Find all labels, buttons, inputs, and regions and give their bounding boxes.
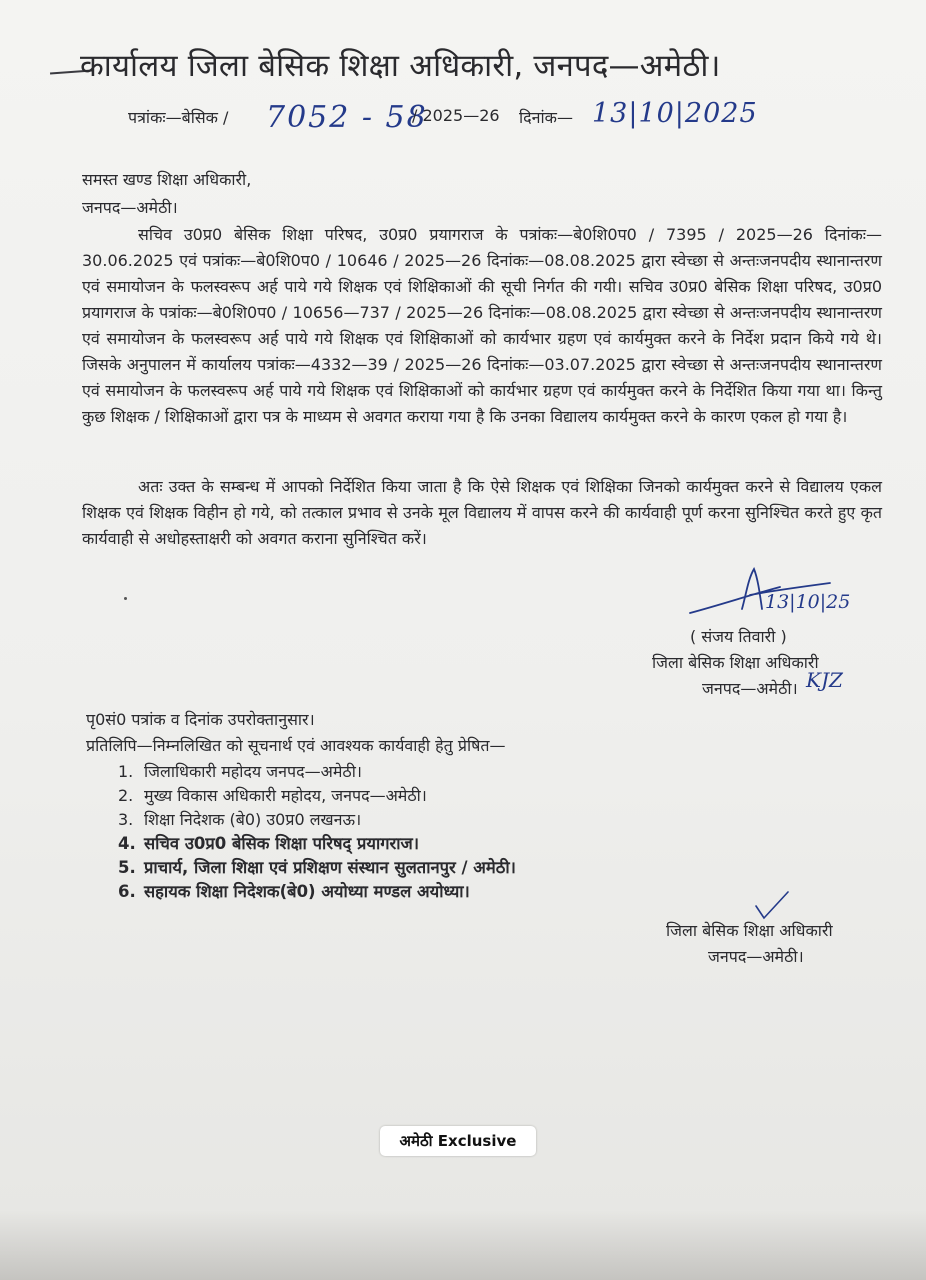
- list-item: 3. शिक्षा निदेशक (बे0) उ0प्र0 लखनऊ।: [118, 810, 362, 829]
- tick-mark-icon: [752, 888, 792, 922]
- body-paragraph-1: सचिव उ0प्र0 बेसिक शिक्षा परिषद, उ0प्र0 प्रयागराज के पत्रांकः—बे0शि0प0 / 7395 / 2025—26 दिनांकः—30.06.2025 एवं पत्रांकः—बे0शि0प0 / 10646 / 2025—26 दिनांकः—08.08.2025 द्वारा स्वेच्छा से अन्तःजनपदीय स्थानान्तरण एवं समायोजन के फलस्वरूप अर्ह पाये गये शिक्षक एवं शिक्षिकाओं की सूची निर्गत की गयी। सचिव उ0प्र0 बेसिक शिक्षा परिषद, उ0प्र0 प्रयागराज के पत्रांकः—बे0शि0प0 / 10656—737 / 2025—26 दिनांकः—08.08.2025 द्वारा स्वेच्छा से अन्तःजनपदीय स्थानान्तरण एवं समायोजन के फलस्वरूप अर्ह पाये गये शिक्षक एवं शिक्षिकाओं को कार्यभार ग्रहण एवं कार्यमुक्त करने के निर्देश प्रदान किये गये थे। जिसके अनुपालन में कार्यालय पत्रांकः—4332—39 / 2025—26 दिनांकः—03.07.2025 द्वारा स्वेच्छा से अन्तःजनपदीय स्थानान्तरण एवं समायोजन के फलस्वरूप अर्ह पाये गये शिक्षक एवं शिक्षिकाओं को कार्यभार ग्रहण एवं कार्यमुक्त करने के निर्देशित किया गया था। किन्तु कुछ शिक्षक / शिक्षिकाओं द्वारा पत्र के माध्यम से अवगत कराया गया है कि उनका विद्यालय कार्यमुक्त करने के कारण एकल हो गया है।: [82, 225, 882, 426]
- copy-recipient-list: [118, 760, 516, 904]
- ref-year: / 2025—26: [412, 106, 500, 125]
- signatory-district: जनपद—अमेठी।: [702, 679, 798, 698]
- date-handwritten: 13|10|2025: [592, 98, 758, 129]
- memo-reference: पृ0सं0 पत्रांक व दिनांक उपरोक्तानुसार।: [86, 710, 315, 729]
- signature-block: [600, 565, 900, 698]
- footer-designation: जिला बेसिक शिक्षा अधिकारी: [666, 921, 833, 940]
- signatory-name: ( संजय तिवारी ): [690, 627, 787, 646]
- ref-number-handwritten: 7052 - 58: [266, 100, 428, 135]
- list-item: 5. प्राचार्य, जिला शिक्षा एवं प्रशिक्षण संस्थान सुलतानपुर / अमेठी।: [118, 858, 516, 877]
- footer-district: जनपद—अमेठी।: [708, 947, 804, 966]
- ref-prefix: पत्रांकः—बेसिक /: [128, 108, 229, 127]
- copy-intro: प्रतिलिपि—निम्नलिखित को सूचनार्थ एवं आवश्यक कार्यवाही हेतु प्रेषित—: [86, 736, 506, 755]
- ink-speck: [124, 597, 127, 600]
- page-shadow: [0, 1210, 926, 1280]
- body-paragraph-2: अतः उक्त के सम्बन्ध में आपको निर्देशित किया जाता है कि ऐसे शिक्षक एवं शिक्षिका जिनको कार्यमुक्त करने से विद्यालय एकल शिक्षक एवं शिक्षक विहीन हो गये, को तत्काल प्रभाव से उनके मूल विद्यालय में वापस करने की कार्यवाही पूर्ण करना सुनिश्चित करते हुए कृत कार्यवाही से अधोहस्ताक्षरी को अवगत कराना सुनिश्चित करें।: [82, 477, 882, 548]
- clerk-initials-handwritten: KJZ: [806, 668, 843, 692]
- watermark-badge: अमेठी Exclusive: [380, 1126, 536, 1156]
- reference-line: [0, 100, 926, 140]
- signature-date-handwritten: 13|10|25: [765, 591, 851, 613]
- addressee-line-1: समस्त खण्ड शिक्षा अधिकारी,: [82, 170, 252, 189]
- office-title: कार्यालय जिला बेसिक शिक्षा अधिकारी, जनपद—अमेठी।: [80, 48, 721, 84]
- list-item: 4. सचिव उ0प्र0 बेसिक शिक्षा परिषद् प्रयागराज।: [118, 834, 420, 853]
- date-label: दिनांक—: [519, 108, 573, 127]
- list-item: 6. सहायक शिक्षा निदेशक(बे0) अयोध्या मण्डल अयोध्या।: [118, 882, 470, 901]
- addressee-line-2: जनपद—अमेठी।: [82, 198, 178, 217]
- signatory-designation: जिला बेसिक शिक्षा अधिकारी: [652, 653, 819, 672]
- list-item: 1. जिलाधिकारी महोदय जनपद—अमेठी।: [118, 762, 362, 781]
- list-item: 2. मुख्य विकास अधिकारी महोदय, जनपद—अमेठी।: [118, 786, 427, 805]
